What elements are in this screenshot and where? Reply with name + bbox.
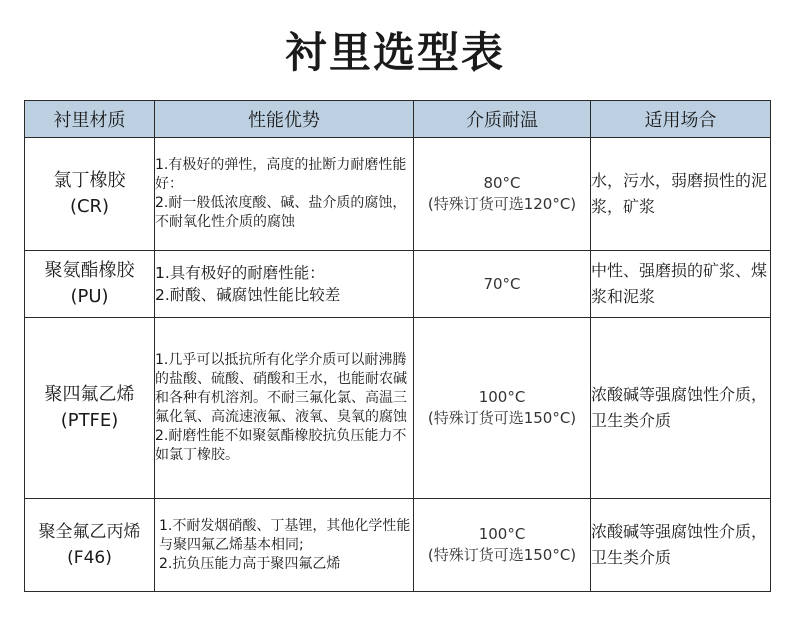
advantage-item: 2.耐磨性能不如聚氨酯橡胶抗负压能力不如氯丁橡胶。 bbox=[155, 428, 407, 463]
material-code: (F46) bbox=[67, 548, 112, 568]
advantage-item: 2.抗负压能力高于聚四氟乙烯 bbox=[159, 555, 341, 572]
material-code: (CR) bbox=[69, 196, 110, 217]
temperature-cell bbox=[414, 138, 591, 251]
advantages-cell bbox=[155, 318, 414, 499]
advantages-cell bbox=[155, 138, 414, 251]
table-row bbox=[25, 499, 771, 592]
temperature-note: (特殊订货可选120°C) bbox=[427, 195, 577, 213]
advantage-item: 1.不耐发烟硝酸、丁基锂，其他化学性能与聚四氟乙烯基本相同; bbox=[159, 517, 411, 553]
temperature-main: 100°C bbox=[478, 525, 526, 543]
material-code: (PTFE) bbox=[60, 410, 119, 431]
usage-cell: 浓酸碱等强腐蚀性介质，卫生类介质 bbox=[591, 499, 771, 592]
header-advantages: 性能优势 bbox=[155, 101, 414, 138]
advantage-item: 1.有极好的弹性，高度的扯断力耐磨性能好： bbox=[155, 157, 407, 192]
usage-cell: 浓酸碱等强腐蚀性介质，卫生类介质 bbox=[591, 318, 771, 499]
table-row bbox=[25, 138, 771, 251]
advantages-cell bbox=[155, 499, 414, 592]
temperature-main: 100°C bbox=[478, 388, 526, 406]
material-cell bbox=[25, 138, 155, 251]
advantage-item: 1.几乎可以抵抗所有化学介质可以耐沸腾的盐酸、硫酸、硝酸和王水，也能耐农碱和各种有机溶剂。不耐三氟化氯、高温三氟化氧、高流速液氟、液氧、臭氧的腐蚀 bbox=[155, 352, 407, 425]
usage-cell: 水，污水，弱磨损性的泥浆，矿浆 bbox=[591, 138, 771, 251]
temperature-cell bbox=[414, 499, 591, 592]
material-cell bbox=[25, 251, 155, 318]
table-row bbox=[25, 251, 771, 318]
material-name: 聚氨酯橡胶 bbox=[44, 260, 135, 281]
temperature-note: (特殊订货可选150°C) bbox=[427, 546, 577, 564]
material-code: (PU) bbox=[70, 286, 109, 307]
advantage-item: 2.耐一般低浓度酸、碱、盐介质的腐蚀，不耐氧化性介质的腐蚀 bbox=[155, 195, 407, 230]
usage-cell: 中性、强磨损的矿浆、煤浆和泥浆 bbox=[591, 251, 771, 318]
page-title: 衬里选型表 bbox=[284, 28, 505, 77]
advantage-item: 2.耐酸、碱腐蚀性能比较差 bbox=[155, 286, 341, 304]
temperature-cell bbox=[414, 318, 591, 499]
header-material: 衬里材质 bbox=[25, 101, 155, 138]
material-name: 氯丁橡胶 bbox=[53, 170, 126, 191]
temperature-note: (特殊订货可选150°C) bbox=[427, 409, 577, 427]
header-row bbox=[25, 101, 771, 138]
material-name: 聚四氟乙烯 bbox=[44, 384, 135, 405]
temperature-main: 80°C bbox=[483, 174, 521, 192]
temperature-cell bbox=[414, 251, 591, 318]
advantage-item: 1.具有极好的耐磨性能： bbox=[155, 264, 325, 282]
table-row bbox=[25, 318, 771, 499]
temperature-main: 70°C bbox=[483, 274, 521, 293]
advantages-cell bbox=[155, 251, 414, 318]
material-cell bbox=[25, 318, 155, 499]
material-cell bbox=[25, 499, 155, 592]
header-temperature: 介质耐温 bbox=[414, 101, 591, 138]
lining-selection-table bbox=[24, 100, 771, 592]
material-name: 聚全氟乙丙烯 bbox=[38, 522, 141, 542]
header-usage: 适用场合 bbox=[591, 101, 771, 138]
